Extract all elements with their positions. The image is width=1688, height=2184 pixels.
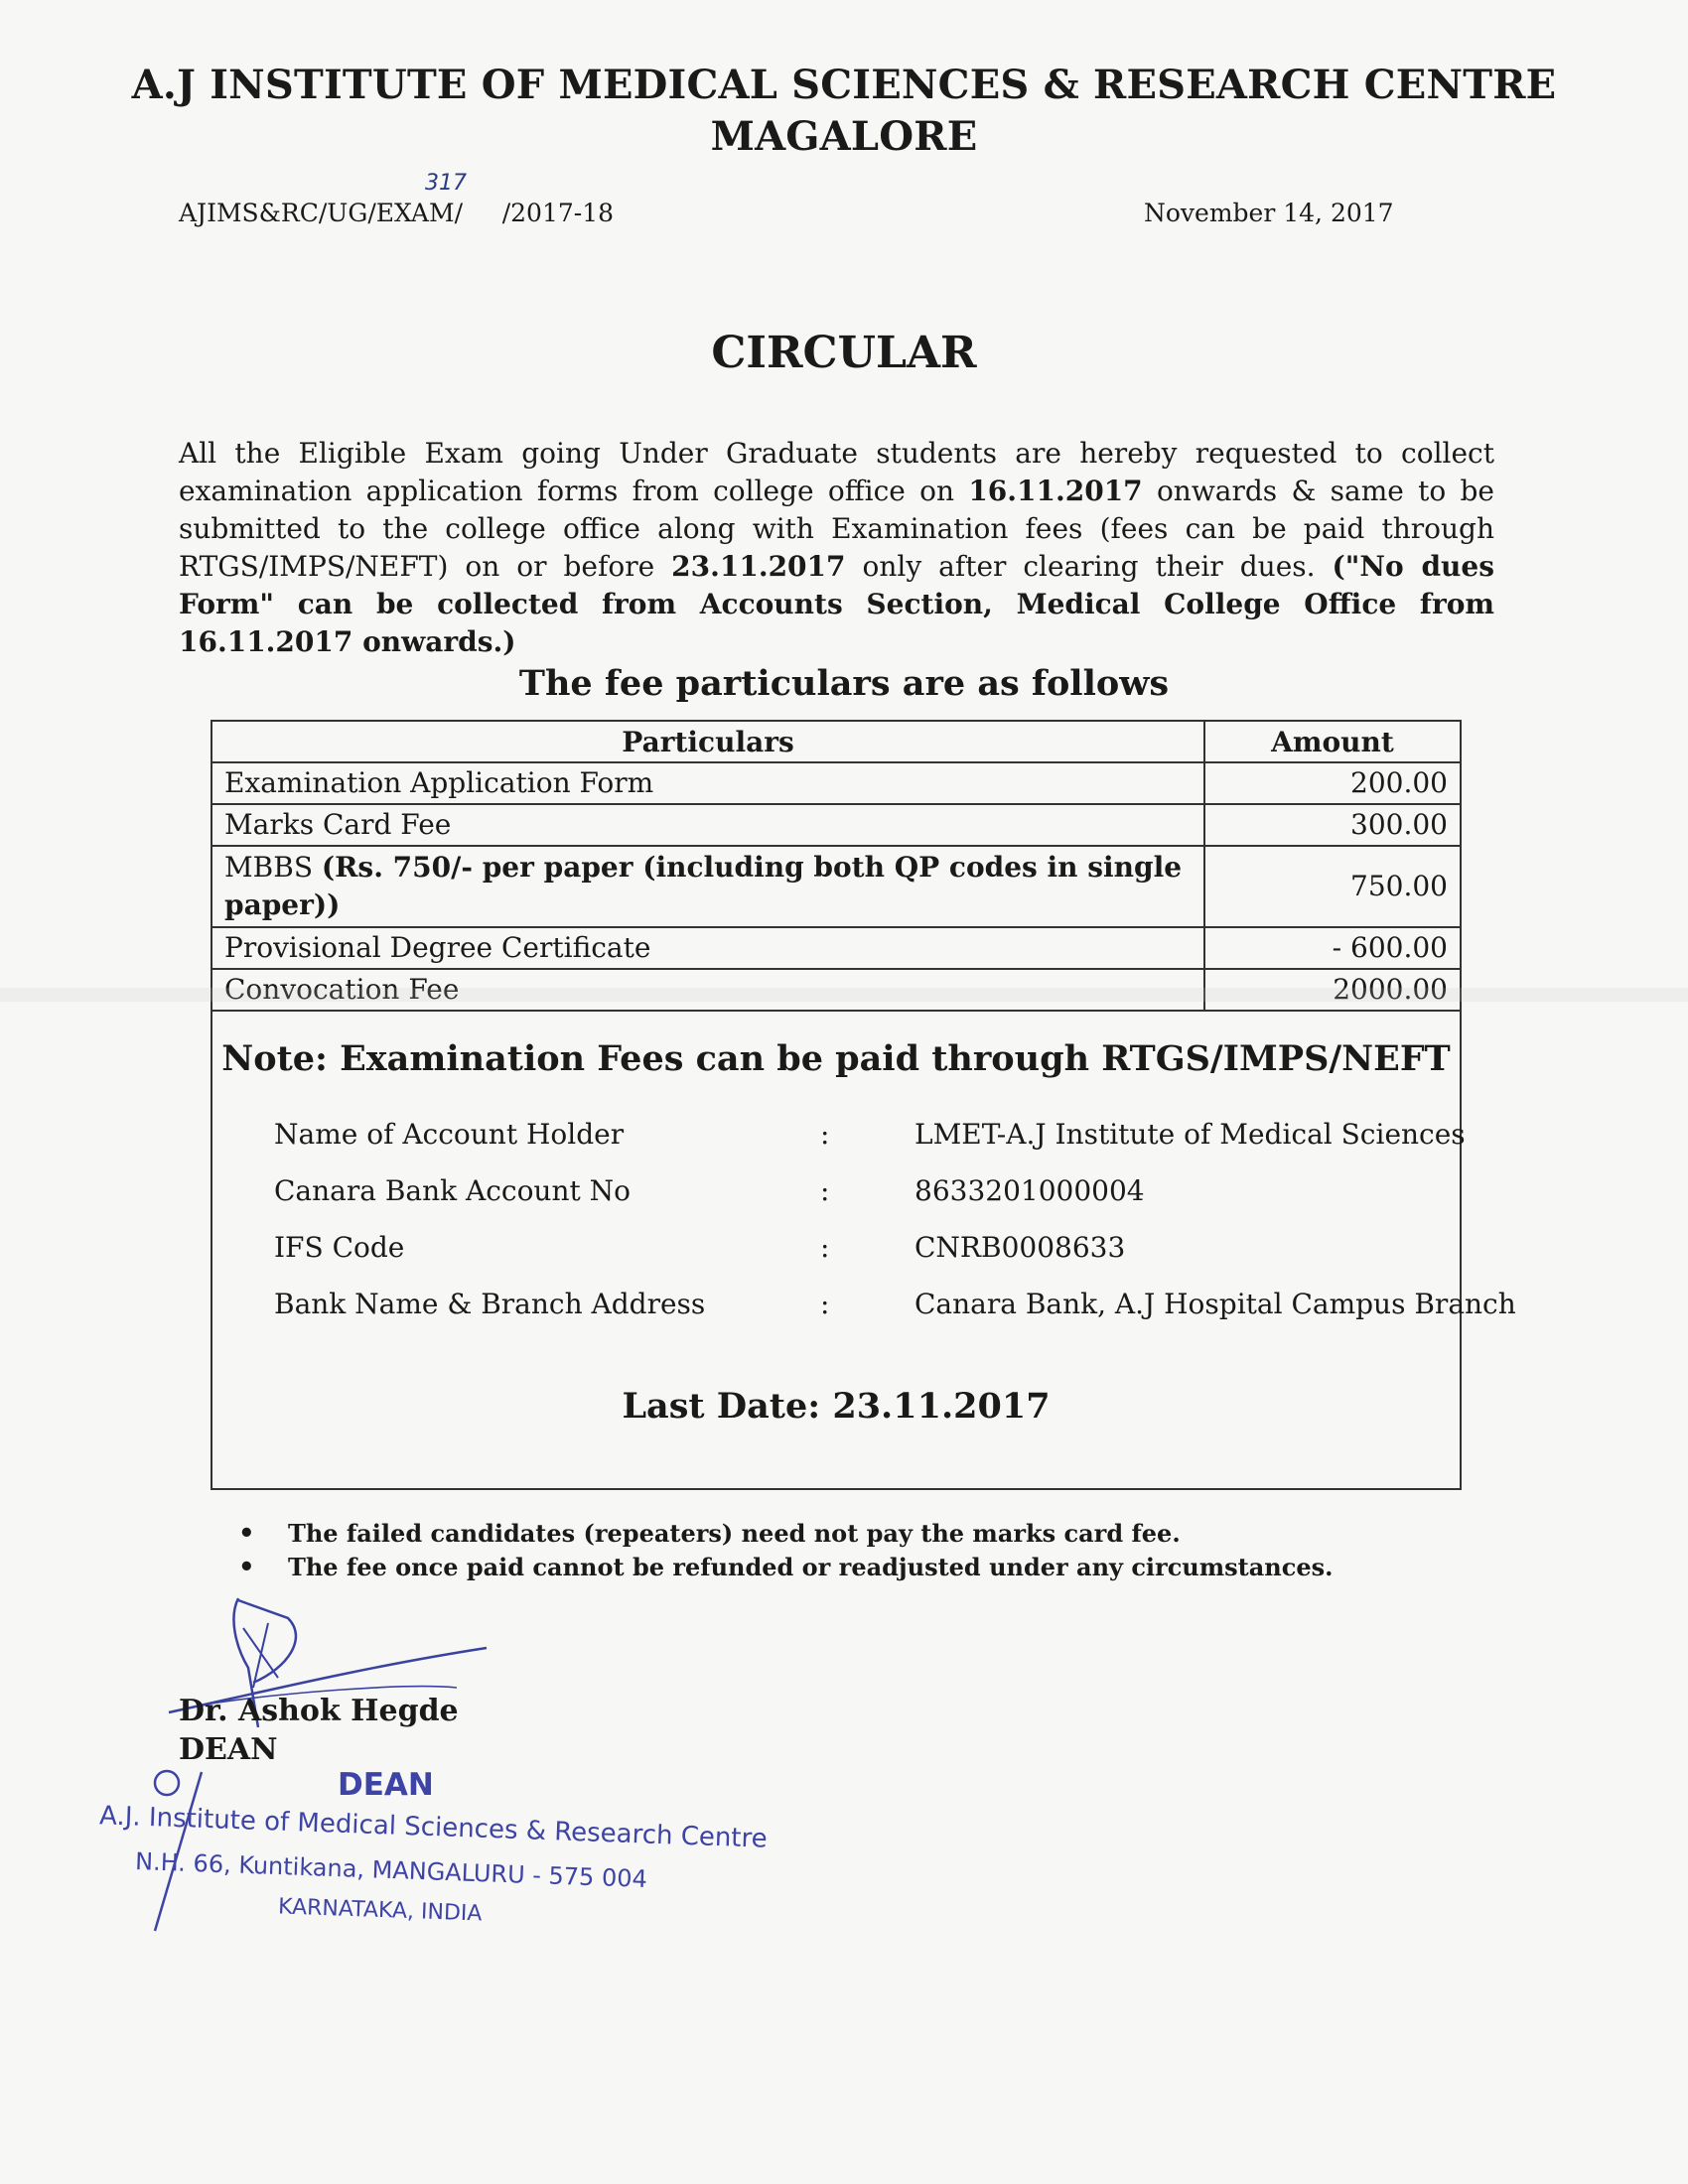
fee-particular-detail: (Rs. 750/- per paper (including both QP codes in single paper)) [224, 851, 1183, 921]
list-item: • The fee once paid cannot be refunded or readjusted under any circumstances. [238, 1551, 1334, 1584]
intro-text-1: All the Eligible Exam going Under Graduate students are hereby requested to collect examination application forms from college office on [179, 437, 1494, 507]
intro-no-dues-note: ("No dues Form" can be collected from Accounts Section, Medical College Office from 16.11.2017 onwards.) [179, 550, 1494, 658]
stamp-institution: A.J. Institute of Medical Sciences & Research Centre [98, 1801, 769, 1854]
fee-particular: Examination Application Form [211, 762, 1204, 804]
intro-text-2: onwards & same to be submitted to the college office along with Examination fees (fees can be paid through RTGS/IMPS/NEFT) on or before [179, 475, 1495, 583]
table-row [211, 846, 1461, 927]
bank-detail-label: IFS Code [274, 1231, 405, 1264]
fee-particular: Provisional Degree Certificate [211, 927, 1204, 969]
payment-note-box [211, 999, 1516, 1490]
bank-detail-value: Canara Bank, A.J Hospital Campus Branch [914, 1288, 1516, 1320]
bank-detail-separator: : [820, 1174, 830, 1207]
intro-date-1: 16.11.2017 [968, 475, 1143, 507]
signatory-name: Dr. Ashok Hegde [179, 1694, 459, 1728]
fee-table [211, 720, 1462, 1012]
fee-particular: Marks Card Fee [211, 804, 1204, 846]
scan-fold-mark [0, 988, 1688, 1002]
institution-name: A.J INSTITUTE OF MEDICAL SCIENCES & RESEARCH CENTRE [131, 62, 1557, 108]
signatory-designation: DEAN [179, 1732, 278, 1767]
reference-number: AJIMS&RC/UG/EXAM/ /2017-18 [179, 199, 615, 227]
bank-detail-value: LMET-A.J Institute of Medical Sciences [914, 1118, 1466, 1151]
bank-detail-label: Bank Name & Branch Address [274, 1288, 706, 1320]
payment-note-title: Note: Examination Fees can be paid through RTGS/IMPS/NEFT [221, 1038, 1451, 1079]
bank-detail-value: CNRB0008633 [914, 1231, 1126, 1264]
fee-amount: 2000.00 [1204, 969, 1461, 1011]
table-row [211, 927, 1461, 969]
stamp-title: DEAN [338, 1767, 434, 1803]
notes-list [238, 1517, 1334, 1584]
list-item: • The failed candidates (repeaters) need not pay the marks card fee. [238, 1517, 1334, 1551]
col-amount: Amount [1204, 721, 1461, 762]
fee-amount: 750.00 [1204, 846, 1461, 927]
handwritten-reference-number: 317 [425, 171, 467, 196]
fee-particular: Convocation Fee [211, 969, 1204, 1011]
fee-amount: 300.00 [1204, 804, 1461, 846]
fee-table-header [211, 721, 1461, 762]
stamp-state: KARNATAKA, INDIA [277, 1894, 483, 1927]
fee-amount: - 600.00 [1204, 927, 1461, 969]
bank-detail-separator: : [820, 1231, 830, 1264]
dean-rubber-stamp [98, 1767, 769, 1936]
intro-text-3: only after clearing their dues. [845, 550, 1333, 583]
table-row [211, 804, 1461, 846]
stamp-address: N.H. 66, Kuntikana, MANGALURU - 575 004 [134, 1847, 648, 1893]
bank-detail-separator: : [820, 1288, 830, 1320]
fee-amount: 200.00 [1204, 762, 1461, 804]
bank-detail-separator: : [820, 1118, 830, 1151]
institution-city: MAGALORE [710, 113, 978, 160]
circular-date: November 14, 2017 [1144, 199, 1394, 227]
fee-particular [211, 846, 1204, 927]
intro-date-2: 23.11.2017 [671, 550, 846, 583]
fee-heading: The fee particulars are as follows [518, 663, 1170, 704]
bank-detail-label: Name of Account Holder [274, 1118, 625, 1151]
col-particulars: Particulars [211, 721, 1204, 762]
table-row [211, 762, 1461, 804]
circular-title: CIRCULAR [711, 328, 977, 378]
circular-body [179, 435, 1494, 661]
bank-detail-label: Canara Bank Account No [274, 1174, 632, 1207]
fee-particular-prefix: MBBS [224, 851, 322, 884]
bank-detail-value: 8633201000004 [914, 1174, 1145, 1207]
last-date: Last Date: 23.11.2017 [622, 1386, 1051, 1427]
